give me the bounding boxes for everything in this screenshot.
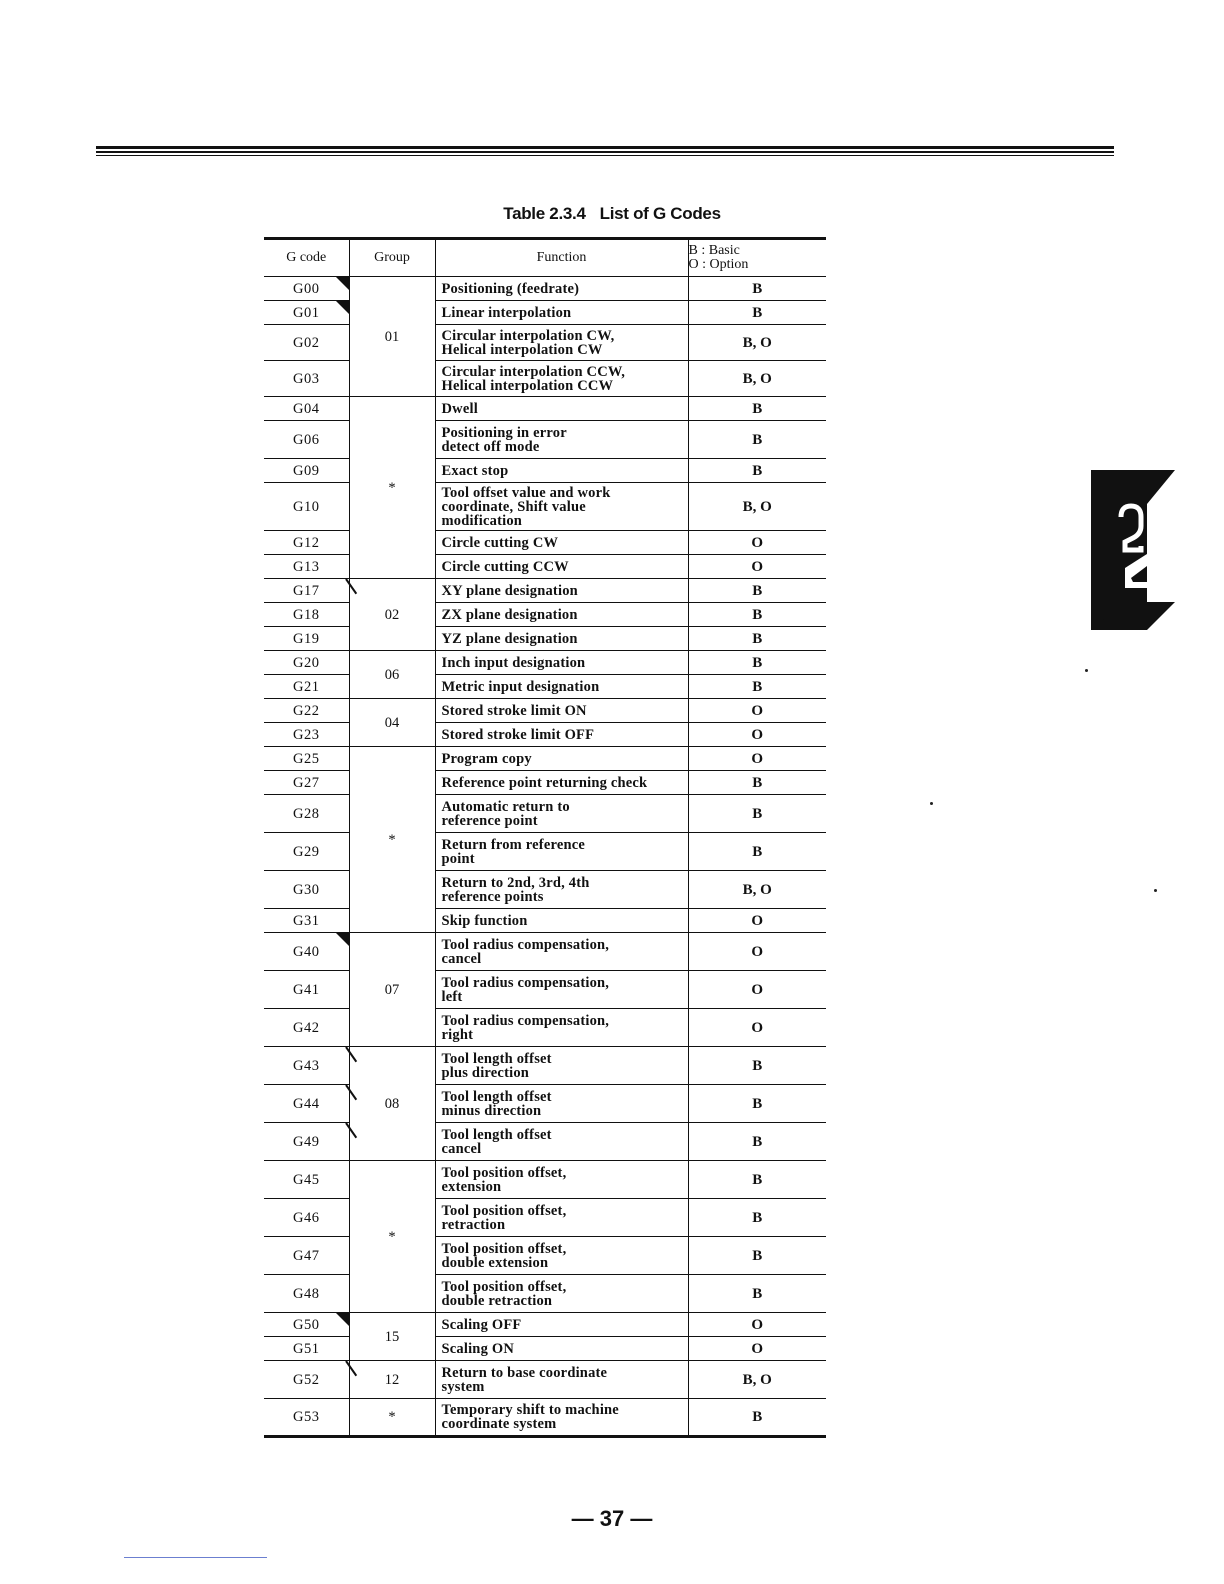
table-row bbox=[264, 1361, 826, 1399]
function-line: Scaling ON bbox=[441, 1340, 514, 1357]
function-cell bbox=[435, 397, 688, 421]
g-code-cell: G29 bbox=[264, 833, 349, 871]
chapter-2-tab bbox=[1091, 470, 1175, 630]
g-code-cell: G10 bbox=[264, 483, 349, 531]
table-row bbox=[264, 1161, 826, 1199]
g-code-cell: G40 bbox=[264, 933, 349, 971]
table-row bbox=[264, 531, 826, 555]
function-cell bbox=[435, 1085, 688, 1123]
function-cell bbox=[435, 1199, 688, 1237]
function-cell bbox=[435, 833, 688, 871]
basic-option-cell: B bbox=[688, 833, 826, 871]
g-code-cell: G13 bbox=[264, 555, 349, 579]
function-line: right bbox=[441, 1026, 474, 1043]
function-line: Positioning in error bbox=[441, 424, 567, 441]
table-row bbox=[264, 723, 826, 747]
function-cell bbox=[435, 531, 688, 555]
legend-basic: B : Basic bbox=[688, 243, 740, 258]
g-code-cell: G25 bbox=[264, 747, 349, 771]
function-cell bbox=[435, 909, 688, 933]
function-line: Linear interpolation bbox=[441, 304, 572, 321]
function-cell bbox=[435, 603, 688, 627]
function-cell bbox=[435, 933, 688, 971]
g-code-cell: G12 bbox=[264, 531, 349, 555]
header-rule-bottom bbox=[96, 155, 1114, 156]
function-line: YZ plane designation bbox=[441, 630, 578, 647]
table-row bbox=[264, 1123, 826, 1161]
modal-default-triangle-icon bbox=[336, 1313, 350, 1327]
basic-option-cell: B, O bbox=[688, 483, 826, 531]
basic-option-cell: B, O bbox=[688, 361, 826, 397]
function-line: Dwell bbox=[441, 400, 478, 417]
function-cell bbox=[435, 421, 688, 459]
basic-option-cell: O bbox=[688, 909, 826, 933]
g-code-cell: G42 bbox=[264, 1009, 349, 1047]
g-code-cell: G31 bbox=[264, 909, 349, 933]
basic-option-cell: O bbox=[688, 1337, 826, 1361]
table-row bbox=[264, 1009, 826, 1047]
basic-option-cell: B bbox=[688, 1161, 826, 1199]
function-line: Tool length offset bbox=[441, 1126, 552, 1143]
function-line: Tool position offset, bbox=[441, 1278, 567, 1295]
function-line: Tool position offset, bbox=[441, 1240, 567, 1257]
function-line: Tool length offset bbox=[441, 1050, 552, 1067]
g-code-cell: G06 bbox=[264, 421, 349, 459]
basic-option-cell: B bbox=[688, 1399, 826, 1437]
table-row bbox=[264, 909, 826, 933]
table-row bbox=[264, 1085, 826, 1123]
function-line: Return from reference bbox=[441, 836, 586, 853]
table-row bbox=[264, 871, 826, 909]
function-line: Positioning (feedrate) bbox=[441, 280, 580, 297]
function-line: double extension bbox=[441, 1254, 549, 1271]
g-code-cell: G23 bbox=[264, 723, 349, 747]
g-code-cell: G20 bbox=[264, 651, 349, 675]
basic-option-cell: B bbox=[688, 627, 826, 651]
table-row bbox=[264, 459, 826, 483]
group-cell: * bbox=[349, 1161, 435, 1313]
g-code-cell: G44 bbox=[264, 1085, 349, 1123]
header-g-code: G code bbox=[264, 239, 349, 277]
function-cell bbox=[435, 675, 688, 699]
function-cell bbox=[435, 795, 688, 833]
table-row bbox=[264, 699, 826, 723]
table-row bbox=[264, 627, 826, 651]
function-line: Tool position offset, bbox=[441, 1164, 567, 1181]
g-code-cell: G01 bbox=[264, 301, 349, 325]
basic-option-cell: O bbox=[688, 699, 826, 723]
function-line: cancel bbox=[441, 1140, 482, 1157]
function-line: left bbox=[441, 988, 463, 1005]
function-cell bbox=[435, 871, 688, 909]
group-cell: 15 bbox=[349, 1313, 435, 1361]
scan-speck bbox=[1085, 669, 1088, 672]
table-number: Table 2.3.4 bbox=[503, 204, 586, 223]
function-line: Return to 2nd, 3rd, 4th bbox=[441, 874, 590, 891]
g-code-cell: G45 bbox=[264, 1161, 349, 1199]
function-line: system bbox=[441, 1378, 485, 1395]
header-group: Group bbox=[349, 239, 435, 277]
basic-option-cell: B bbox=[688, 301, 826, 325]
basic-option-cell: B bbox=[688, 675, 826, 699]
group-cell: 07 bbox=[349, 933, 435, 1047]
function-line: Circle cutting CW bbox=[441, 534, 559, 551]
table-title: List of G Codes bbox=[599, 204, 721, 223]
function-line: extension bbox=[441, 1178, 502, 1195]
function-cell bbox=[435, 627, 688, 651]
function-cell bbox=[435, 301, 688, 325]
function-cell bbox=[435, 747, 688, 771]
function-line: reference point bbox=[441, 812, 538, 829]
table-row bbox=[264, 771, 826, 795]
g-code-cell: G28 bbox=[264, 795, 349, 833]
group-cell: * bbox=[349, 1399, 435, 1437]
basic-option-cell: B bbox=[688, 277, 826, 301]
basic-option-cell: B bbox=[688, 1085, 826, 1123]
function-line: retraction bbox=[441, 1216, 506, 1233]
basic-option-cell: B, O bbox=[688, 871, 826, 909]
basic-option-cell: B bbox=[688, 1237, 826, 1275]
function-line: Circular interpolation CW, bbox=[441, 327, 615, 344]
basic-option-cell: O bbox=[688, 531, 826, 555]
legend-option: O : Option bbox=[688, 257, 749, 272]
function-line: Circle cutting CCW bbox=[441, 558, 569, 575]
table-row bbox=[264, 579, 826, 603]
basic-option-cell: B bbox=[688, 459, 826, 483]
basic-option-cell: O bbox=[688, 555, 826, 579]
basic-option-cell: B bbox=[688, 603, 826, 627]
basic-option-cell: B bbox=[688, 579, 826, 603]
group-cell: * bbox=[349, 397, 435, 579]
basic-option-cell: B bbox=[688, 771, 826, 795]
function-line: Skip function bbox=[441, 912, 528, 929]
function-cell bbox=[435, 1275, 688, 1313]
header-function: Function bbox=[435, 239, 688, 277]
function-cell bbox=[435, 1047, 688, 1085]
function-line: Circular interpolation CCW, bbox=[441, 363, 626, 380]
basic-option-cell: B bbox=[688, 651, 826, 675]
basic-option-cell: B, O bbox=[688, 325, 826, 361]
function-line: Reference point returning check bbox=[441, 774, 648, 791]
function-line: Stored stroke limit OFF bbox=[441, 726, 595, 743]
group-cell: 06 bbox=[349, 651, 435, 699]
g-code-cell: G46 bbox=[264, 1199, 349, 1237]
basic-option-cell: B bbox=[688, 1275, 826, 1313]
g-code-cell: G03 bbox=[264, 361, 349, 397]
table-row bbox=[264, 651, 826, 675]
table-row bbox=[264, 971, 826, 1009]
table-row bbox=[264, 747, 826, 771]
scan-speck bbox=[1154, 889, 1157, 892]
table-row bbox=[264, 397, 826, 421]
basic-option-cell: B bbox=[688, 1047, 826, 1085]
function-line: Exact stop bbox=[441, 462, 509, 479]
modal-default-triangle-icon bbox=[336, 301, 350, 315]
basic-option-cell: O bbox=[688, 747, 826, 771]
function-line: coordinate, Shift value bbox=[441, 498, 586, 515]
modal-default-triangle-icon bbox=[336, 933, 350, 947]
basic-option-cell: B bbox=[688, 795, 826, 833]
function-cell bbox=[435, 325, 688, 361]
function-cell bbox=[435, 1337, 688, 1361]
g-code-cell: G53 bbox=[264, 1399, 349, 1437]
g-code-cell: G18 bbox=[264, 603, 349, 627]
basic-option-cell: B bbox=[688, 397, 826, 421]
table-row bbox=[264, 933, 826, 971]
g-code-cell: G52 bbox=[264, 1361, 349, 1399]
basic-option-cell: O bbox=[688, 723, 826, 747]
g-code-cell: G21 bbox=[264, 675, 349, 699]
table-row bbox=[264, 1047, 826, 1085]
basic-option-cell: O bbox=[688, 1313, 826, 1337]
footer-line bbox=[124, 1557, 267, 1558]
basic-option-cell: O bbox=[688, 1009, 826, 1047]
function-cell bbox=[435, 699, 688, 723]
table-row bbox=[264, 1199, 826, 1237]
function-line: Inch input designation bbox=[441, 654, 586, 671]
function-cell bbox=[435, 1361, 688, 1399]
g-code-cell: G09 bbox=[264, 459, 349, 483]
function-cell bbox=[435, 361, 688, 397]
function-line: Tool radius compensation, bbox=[441, 974, 610, 991]
g-code-cell: G47 bbox=[264, 1237, 349, 1275]
basic-option-cell: B, O bbox=[688, 1361, 826, 1399]
table-row bbox=[264, 555, 826, 579]
g-code-cell: G22 bbox=[264, 699, 349, 723]
function-line: Metric input designation bbox=[441, 678, 600, 695]
function-cell bbox=[435, 483, 688, 531]
g-code-cell: G17 bbox=[264, 579, 349, 603]
group-cell: 12 bbox=[349, 1361, 435, 1399]
g-code-cell: G43 bbox=[264, 1047, 349, 1085]
group-cell: * bbox=[349, 747, 435, 933]
table-caption bbox=[0, 204, 1224, 224]
g-code-cell: G48 bbox=[264, 1275, 349, 1313]
group-cell: 02 bbox=[349, 579, 435, 651]
function-cell bbox=[435, 1009, 688, 1047]
function-line: Helical interpolation CW bbox=[441, 341, 603, 358]
header-rule-top bbox=[96, 146, 1114, 149]
group-cell: 01 bbox=[349, 277, 435, 397]
basic-option-cell: O bbox=[688, 933, 826, 971]
function-cell bbox=[435, 771, 688, 795]
g-code-cell: G02 bbox=[264, 325, 349, 361]
function-line: Tool offset value and work bbox=[441, 484, 611, 501]
table-row bbox=[264, 833, 826, 871]
basic-option-cell: B bbox=[688, 421, 826, 459]
function-line: Program copy bbox=[441, 750, 532, 767]
function-cell bbox=[435, 1123, 688, 1161]
chapter-number: 2 bbox=[1103, 620, 1104, 621]
function-line: Stored stroke limit ON bbox=[441, 702, 587, 719]
function-line: point bbox=[441, 850, 475, 867]
table-row bbox=[264, 795, 826, 833]
g-code-cell: G30 bbox=[264, 871, 349, 909]
function-line: reference points bbox=[441, 888, 544, 905]
group-cell: 08 bbox=[349, 1047, 435, 1161]
group-cell: 04 bbox=[349, 699, 435, 747]
g-code-cell: G49 bbox=[264, 1123, 349, 1161]
table-row bbox=[264, 301, 826, 325]
function-line: Temporary shift to machine bbox=[441, 1402, 619, 1418]
g-code-cell: G51 bbox=[264, 1337, 349, 1361]
table-row bbox=[264, 675, 826, 699]
function-line: detect off mode bbox=[441, 438, 540, 455]
function-line: Tool radius compensation, bbox=[441, 1012, 610, 1029]
g-code-table bbox=[264, 237, 826, 1438]
function-line: Tool length offset bbox=[441, 1088, 552, 1105]
function-cell bbox=[435, 651, 688, 675]
function-line: Tool radius compensation, bbox=[441, 936, 610, 953]
header-rule-middle bbox=[96, 151, 1114, 153]
table-row bbox=[264, 483, 826, 531]
function-cell bbox=[435, 277, 688, 301]
function-line: coordinate system bbox=[441, 1416, 557, 1432]
function-cell bbox=[435, 1161, 688, 1199]
function-line: Scaling OFF bbox=[441, 1316, 522, 1333]
function-line: Tool position offset, bbox=[441, 1202, 567, 1219]
function-line: cancel bbox=[441, 950, 482, 967]
function-line: ZX plane designation bbox=[441, 606, 578, 623]
function-line: minus direction bbox=[441, 1102, 542, 1119]
table-row bbox=[264, 325, 826, 361]
table-row bbox=[264, 1399, 826, 1437]
table-header-row bbox=[264, 239, 826, 277]
basic-option-cell: O bbox=[688, 971, 826, 1009]
basic-option-cell: B bbox=[688, 1123, 826, 1161]
table-row bbox=[264, 1337, 826, 1361]
table-row bbox=[264, 1313, 826, 1337]
function-line: plus direction bbox=[441, 1064, 530, 1081]
table-row bbox=[264, 361, 826, 397]
function-cell bbox=[435, 555, 688, 579]
g-code-cell: G19 bbox=[264, 627, 349, 651]
page-number: — 37 — bbox=[571, 1506, 653, 1531]
function-cell bbox=[435, 1237, 688, 1275]
function-line: Helical interpolation CCW bbox=[441, 377, 614, 394]
function-line: double retraction bbox=[441, 1292, 553, 1309]
table-row bbox=[264, 1237, 826, 1275]
function-line: modification bbox=[441, 512, 523, 529]
function-line: Return to base coordinate bbox=[441, 1364, 608, 1381]
g-code-cell: G41 bbox=[264, 971, 349, 1009]
function-line: Automatic return to bbox=[441, 798, 570, 815]
function-cell bbox=[435, 459, 688, 483]
table-row bbox=[264, 1275, 826, 1313]
scan-speck bbox=[930, 802, 933, 805]
g-code-cell: G50 bbox=[264, 1313, 349, 1337]
function-line: XY plane designation bbox=[441, 582, 578, 599]
g-code-cell: G00 bbox=[264, 277, 349, 301]
table-row bbox=[264, 277, 826, 301]
header-basic-option bbox=[688, 239, 826, 277]
g-code-cell: G27 bbox=[264, 771, 349, 795]
modal-default-triangle-icon bbox=[336, 277, 350, 291]
table-row bbox=[264, 603, 826, 627]
function-cell bbox=[435, 579, 688, 603]
basic-option-cell: B bbox=[688, 1199, 826, 1237]
g-code-cell: G04 bbox=[264, 397, 349, 421]
table-row bbox=[264, 421, 826, 459]
function-cell bbox=[435, 1399, 688, 1437]
function-cell bbox=[435, 723, 688, 747]
function-cell bbox=[435, 1313, 688, 1337]
function-cell bbox=[435, 971, 688, 1009]
